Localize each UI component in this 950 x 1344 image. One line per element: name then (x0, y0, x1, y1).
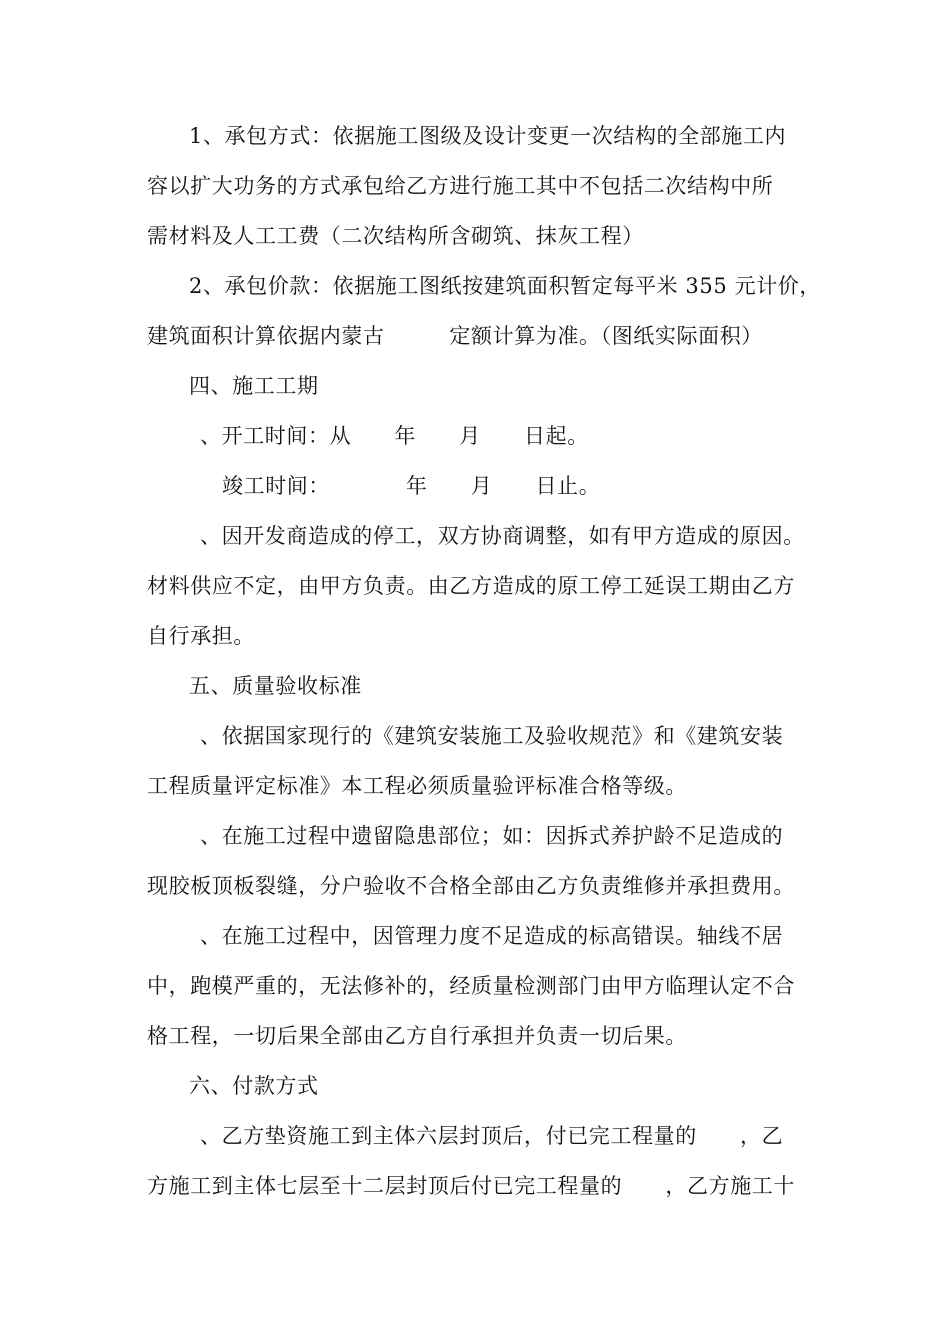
para-defects-line-2: 现胶板顶板裂缝，分户验收不合格全部由乙方负责维修并承担费用。 (147, 874, 795, 898)
para-contract-price-line-2: 建筑面积计算依据内蒙古 定额计算为准。（图纸实际面积） (147, 324, 763, 348)
section-heading-payment: 六、付款方式 (189, 1074, 319, 1098)
section-heading-schedule: 四、施工工期 (189, 374, 319, 398)
para-standard-line-2: 工程质量评定标准》本工程必须质量验评标准合格等级。 (147, 774, 687, 798)
section-heading-quality: 五、质量验收标准 (189, 674, 362, 698)
line-start-date: 、开工时间：从 年 月 日起。 (200, 424, 589, 448)
para-contract-method-line-1: 1、承包方式：依据施工图级及设计变更一次结构的全部施工内 (189, 124, 787, 148)
para-delay-line-2: 材料供应不定，由甲方负责。由乙方造成的原工停工延误工期由乙方 (147, 574, 795, 598)
para-contract-method-line-2: 容以扩大功务的方式承包给乙方进行施工其中不包括二次结构中所 (147, 174, 774, 198)
para-delay-line-3: 自行承担。 (147, 624, 255, 648)
para-contract-method-line-3: 需材料及人工工费（二次结构所含砌筑、抹灰工程） (147, 224, 644, 248)
para-defects-line-1: 、在施工过程中遗留隐患部位；如：因拆式养护龄不足造成的 (200, 824, 784, 848)
para-errors-line-1: 、在施工过程中，因管理力度不足造成的标高错误。轴线不居 (200, 924, 784, 948)
para-standard-line-1: 、依据国家现行的《建筑安装施工及验收规范》和《建筑安装 (200, 724, 784, 748)
para-delay-line-1: 、因开发商造成的停工，双方协商调整，如有甲方造成的原因。 (200, 524, 805, 548)
para-errors-line-2: 中，跑模严重的，无法修补的，经质量检测部门由甲方临理认定不合 (147, 974, 795, 998)
para-payment-line-1: 、乙方垫资施工到主体六层封顶后，付已完工程量的 ，乙 (200, 1124, 784, 1148)
para-contract-price-line-1: 2、承包价款：依据施工图纸按建筑面积暂定每平米 355 元计价， (189, 274, 821, 298)
para-payment-line-2: 方施工到主体七层至十二层封顶后付已完工程量的 ，乙方施工十 (147, 1174, 795, 1198)
para-errors-line-3: 格工程，一切后果全部由乙方自行承担并负责一切后果。 (147, 1024, 687, 1048)
line-completion-date: 竣工时间： 年 月 日止。 (222, 474, 601, 498)
